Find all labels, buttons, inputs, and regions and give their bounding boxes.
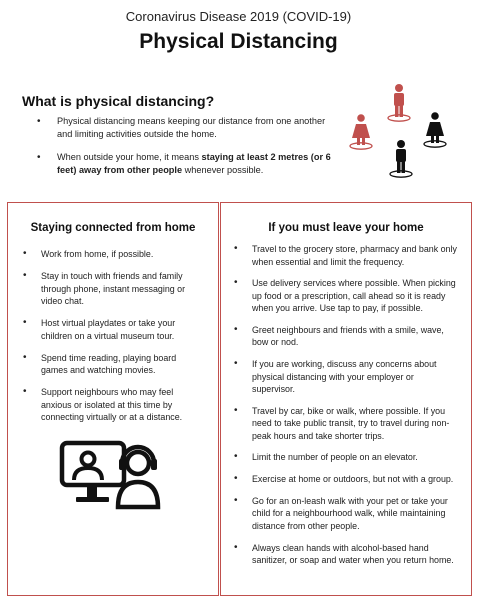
- intro-bullet: • Physical distancing means keeping our distance from one another and limiting activities outside the home.: [35, 115, 335, 141]
- list-item: • Exercise at home or outdoors, but not with a group.: [233, 473, 459, 486]
- list-item: • Greet neighbours and friends with a smile, wave, bow or nod.: [233, 324, 459, 349]
- document-subtitle: Coronavirus Disease 2019 (COVID-19): [125, 9, 352, 24]
- list-item: • Travel by car, bike or walk, where possible. If you need to take public transit, try to travel during non-peak hours and take shorter trips.: [233, 405, 459, 443]
- list-item: • Use delivery services where possible. When picking up food or a prescription, call ahead so it is ready when you arrive. Use tap to pay, if possible.: [233, 277, 459, 315]
- list-item: • Stay in touch with friends and family through phone, instant messaging or video chat.: [22, 270, 202, 308]
- person-red-top-icon: [388, 84, 410, 121]
- video-call-icon: [54, 427, 164, 517]
- staying-connected-panel: [7, 202, 219, 596]
- list-item: • Always clean hands with alcohol-based hand sanitizer, or soap and water when you return home.: [233, 542, 459, 567]
- intro-emphasis: staying at least 2 metres (or 6 feet) away from other people: [57, 152, 331, 175]
- section-heading-what: What is physical distancing?: [22, 93, 215, 109]
- intro-text: whenever possible.: [182, 165, 264, 175]
- leave-home-list: [233, 243, 459, 576]
- list-item: • Host virtual playdates or take your children on a virtual museum tour.: [22, 317, 202, 342]
- person-red-left-icon: [350, 114, 372, 149]
- staying-connected-title: Staying connected from home: [30, 222, 196, 234]
- list-item: • If you are working, discuss any concerns about physical distancing with your employer or supervisor.: [233, 358, 459, 396]
- people-distancing-icon: [342, 78, 462, 188]
- person-black-bottom-icon: [390, 140, 412, 177]
- list-item: • Limit the number of people on an elevator.: [233, 451, 459, 464]
- list-item: • Go for an on-leash walk with your pet or take your child for a neighbourhood walk, while maintaining distance from other people.: [233, 495, 459, 533]
- person-black-right-icon: [424, 112, 446, 147]
- document-title: Physical Distancing: [139, 30, 338, 53]
- staying-connected-list: [22, 248, 202, 433]
- intro-text: When outside your home, it means: [57, 152, 202, 162]
- list-item: • Spend time reading, playing board games and watching movies.: [22, 352, 202, 377]
- leave-home-title: If you must leave your home: [268, 222, 424, 234]
- leave-home-panel: [220, 202, 472, 596]
- list-item: • Work from home, if possible.: [22, 248, 202, 261]
- intro-list: [35, 115, 335, 187]
- list-item: • Support neighbours who may feel anxious or isolated at this time by connecting virtually or at a distance.: [22, 386, 202, 424]
- list-item: • Travel to the grocery store, pharmacy and bank only when essential and limit the frequency.: [233, 243, 459, 268]
- intro-bullet: [35, 151, 335, 177]
